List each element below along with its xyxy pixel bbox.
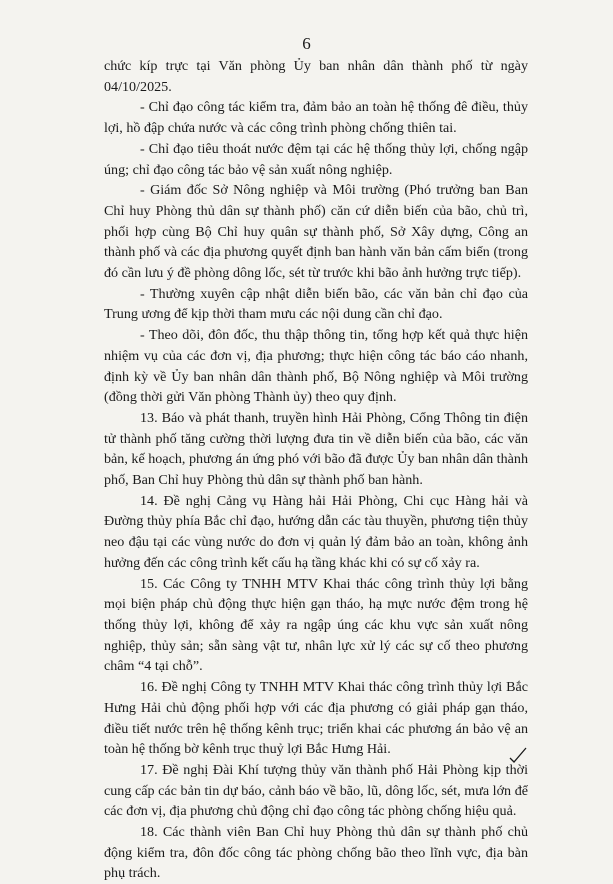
paragraph: 13. Báo và phát thanh, truyền hình Hải Phòng, Cổng Thông tin điện tử thành phố tăng cường thời lượng đưa tin về diễn biến của bão, các văn bản, kế hoạch, phương án ứng phó với bão đã được Ủy ban nhân dân thành phố, Ban Chỉ huy Phòng thủ dân sự thành phố ban hành.	[104, 409, 528, 489]
paragraph: 18. Các thành viên Ban Chỉ huy Phòng thủ dân sự thành phố chủ động kiểm tra, đôn đốc công tác phòng chống bão theo lĩnh vực, địa bàn phụ trách.	[104, 824, 528, 882]
paragraph: - Thường xuyên cập nhật diễn biến bão, các văn bản chỉ đạo của Trung ương để kịp thời tham mưu các nội dung cần chỉ đạo.	[104, 285, 528, 323]
paragraph: - Giám đốc Sở Nông nghiệp và Môi trường (Phó trưởng ban Ban Chỉ huy Phòng thủ dân sự thành phố) căn cứ diễn biến của bão, chủ trì, phối hợp cùng Bộ Chỉ huy quân sự thành phố, Sở Xây dựng, Công an thành phố và các địa phương quyết định ban hành văn bản cấm biển (trong đó cần lưu ý đề phòng dông lốc, sét từ trước khi bão ảnh hưởng trực tiếp).	[104, 182, 528, 282]
paragraph: - Chỉ đạo công tác kiểm tra, đảm bảo an toàn hệ thống đê điều, thủy lợi, hồ đập chứa nước và các công trình phòng chống thiên tai.	[104, 99, 528, 137]
paragraph: 16. Đề nghị Công ty TNHH MTV Khai thác công trình thủy lợi Bắc Hưng Hải chủ động phối hợp với các địa phương có giải pháp gạn tháo, điều tiết nước trên hệ thống kênh trục; triển khai các phương án bảo vệ an toàn hệ thống bờ kênh trục thuỷ lợi Bắc Hưng Hải.	[104, 679, 528, 758]
paragraph: 17. Đề nghị Đài Khí tượng thủy văn thành phố Hải Phòng kịp thời cung cấp các bản tin dự báo, cảnh báo về bão, lũ, dông lốc, sét, mưa lớn để các đơn vị, địa phương chủ động chỉ đạo công tác phòng chống hiệu quả.	[104, 761, 528, 820]
paragraph: 15. Các Công ty TNHH MTV Khai thác công trình thủy lợi bằng mọi biện pháp chủ động thực hiện gạn tháo, hạ mực nước đệm trong hệ thống thủy lợi, không để xảy ra ngập úng các khu vực sản xuất nông nghiệp, thủy sản; sẵn sàng vật tư, nhân lực xử lý các sự cố theo phương châm “4 tại chỗ”.	[104, 575, 528, 675]
paragraph: - Theo dõi, đôn đốc, thu thập thông tin, tổng hợp kết quả thực hiện nhiệm vụ của các đơn vị, địa phương; thực hiện công tác báo cáo nhanh, định kỳ về Ủy ban nhân dân thành phố, Bộ Nông nghiệp và Môi trường (đồng thời gửi Văn phòng Thành ủy) theo quy định.	[104, 327, 528, 406]
document-body	[104, 56, 528, 884]
paragraph: 14. Đề nghị Cảng vụ Hàng hải Hải Phòng, Chi cục Hàng hải và Đường thủy phía Bắc chỉ đạo, hướng dẫn các tàu thuyền, phương tiện thủy neo đậu tại các vùng nước do đơn vị quản lý đảm bảo an toàn, không ảnh hưởng đến các công trình kết cấu hạ tầng khác khi có sự cố xảy ra.	[104, 492, 528, 571]
initial-mark-icon	[508, 744, 528, 764]
paragraph: - Chỉ đạo tiêu thoát nước đệm tại các hệ thống thủy lợi, chống ngập úng; chỉ đạo công tác bảo vệ sản xuất nông nghiệp.	[104, 140, 528, 178]
paragraph: chức kíp trực tại Văn phòng Ủy ban nhân dân thành phố từ ngày 04/10/2025.	[104, 58, 528, 95]
page-number: 6	[302, 34, 311, 53]
